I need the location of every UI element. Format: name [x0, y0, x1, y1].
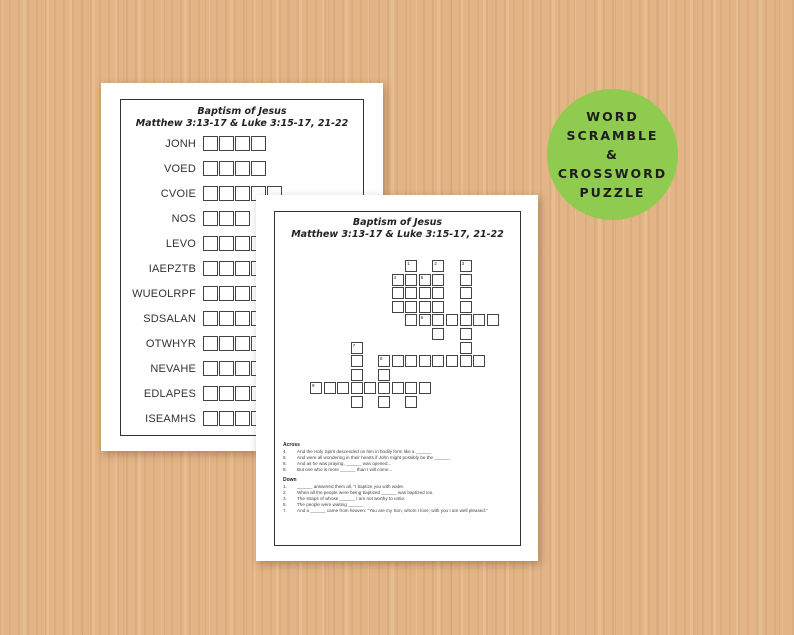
answer-box[interactable] [235, 386, 250, 401]
answer-box[interactable] [219, 361, 234, 376]
crossword-cell[interactable] [351, 355, 363, 367]
crossword-cell[interactable] [432, 301, 444, 313]
crossword-cell[interactable] [419, 382, 431, 394]
crossword-cell[interactable] [405, 382, 417, 394]
clue-down-1: 1. ______ answered them all, "I baptize you with water. [283, 484, 405, 489]
crossword-cell[interactable] [432, 355, 444, 367]
scramble-word: SDSALAN [143, 313, 196, 325]
clue-across-9: 9. But one who is more ______ than I will come... [283, 467, 393, 472]
clue-number: 7 [352, 342, 356, 348]
answer-box[interactable] [235, 361, 250, 376]
crossword-subtitle: Matthew 3:13-17 & Luke 3:15-17, 21-22 [291, 229, 504, 240]
crossword-cell[interactable] [378, 396, 390, 408]
answer-box[interactable] [203, 311, 218, 326]
clue-across-6: 6. And were all wondering in their hearts if John might possibly be the ______ [283, 455, 450, 460]
answer-box[interactable] [219, 236, 234, 251]
clue-number: 8 [380, 356, 383, 362]
answer-box[interactable] [235, 136, 250, 151]
crossword-cell[interactable] [432, 314, 444, 326]
scramble-row [121, 161, 363, 179]
crossword-cell[interactable] [419, 301, 431, 313]
answer-box[interactable] [235, 236, 250, 251]
answer-box[interactable] [235, 261, 250, 276]
crossword-cell[interactable] [419, 274, 431, 286]
answer-box[interactable] [203, 211, 218, 226]
crossword-cell[interactable] [419, 355, 431, 367]
crossword-cell[interactable] [392, 274, 404, 286]
crossword-cell[interactable] [405, 314, 417, 326]
clue-down-2: 2. When all the people were being baptized ______ was baptized too. [283, 490, 434, 495]
clue-across-8: 8. And as he was praying, ______ was opened... [283, 461, 392, 466]
crossword-cell[interactable] [446, 314, 458, 326]
answer-box[interactable] [235, 161, 250, 176]
crossword-cell[interactable] [351, 369, 363, 381]
answer-boxes [203, 161, 266, 176]
answer-box[interactable] [203, 336, 218, 351]
crossword-cell[interactable] [405, 301, 417, 313]
answer-box[interactable] [219, 186, 234, 201]
answer-box[interactable] [235, 211, 250, 226]
badge-line-puzzle: PUZZLE [579, 185, 646, 200]
answer-box[interactable] [219, 311, 234, 326]
answer-box[interactable] [235, 411, 250, 426]
badge-line-ampersand: & [606, 147, 619, 162]
answer-box[interactable] [219, 336, 234, 351]
crossword-cell[interactable] [460, 342, 472, 354]
crossword-title: Baptism of Jesus [352, 217, 443, 228]
crossword-cell[interactable] [351, 396, 363, 408]
crossword-cell[interactable] [460, 274, 472, 286]
answer-box[interactable] [203, 386, 218, 401]
answer-box[interactable] [203, 136, 218, 151]
crossword-cell[interactable] [324, 382, 336, 394]
across-clues [283, 442, 488, 514]
answer-box[interactable] [219, 386, 234, 401]
crossword-cell[interactable] [432, 328, 444, 340]
crossword-cell[interactable] [405, 260, 417, 272]
clue-across-4: 4. And the Holy Spirit descended on him in bodily form like a ______ [283, 449, 432, 454]
clue-number: 6 [420, 315, 424, 321]
answer-boxes [203, 136, 266, 151]
crossword-cell[interactable] [460, 314, 472, 326]
down-header: Down [283, 477, 297, 483]
crossword-cell[interactable] [351, 342, 363, 354]
crossword-cell[interactable] [405, 355, 417, 367]
answer-box[interactable] [203, 411, 218, 426]
crossword-cell[interactable] [460, 260, 472, 272]
clue-down-3: 3. The straps of whose ______ I am not worthy to untie. [283, 496, 406, 501]
crossword-cell[interactable] [392, 355, 404, 367]
answer-box[interactable] [235, 336, 250, 351]
crossword-cell[interactable] [378, 382, 390, 394]
answer-box[interactable] [203, 236, 218, 251]
crossword-cell[interactable] [460, 328, 472, 340]
scramble-word: NOS [171, 213, 196, 225]
crossword-cell[interactable] [310, 382, 322, 394]
crossword-cell[interactable] [419, 314, 431, 326]
scramble-word: JONH [165, 138, 196, 150]
scramble-word: OTWHYR [145, 338, 196, 350]
answer-box[interactable] [219, 211, 234, 226]
crossword-cell[interactable] [405, 274, 417, 286]
scramble-word: WUEOLRPF [132, 288, 196, 300]
answer-box[interactable] [219, 261, 234, 276]
crossword-cell[interactable] [432, 260, 444, 272]
scramble-word: CVOIE [160, 188, 196, 200]
answer-box[interactable] [219, 136, 234, 151]
clue-number: 9 [312, 383, 315, 389]
crossword-cell[interactable] [460, 301, 472, 313]
crossword-cell[interactable] [378, 369, 390, 381]
clue-number: 3 [461, 261, 465, 266]
crossword-cell[interactable] [487, 314, 499, 326]
scramble-title: Baptism of Jesus [197, 106, 287, 117]
scramble-word: IAEPZTB [148, 263, 196, 275]
crossword-cell[interactable] [473, 314, 485, 326]
answer-box[interactable] [203, 361, 218, 376]
scramble-subtitle: Matthew 3:13-17 & Luke 3:15-17, 21-22 [135, 118, 349, 129]
badge-line-crossword: CROSSWORD [557, 166, 668, 181]
answer-box[interactable] [251, 136, 266, 151]
answer-box[interactable] [235, 186, 250, 201]
crossword-border [274, 211, 521, 546]
crossword-cell[interactable] [432, 287, 444, 299]
scramble-word: NEVAHE [150, 363, 196, 375]
scramble-word: LEVO [165, 238, 196, 250]
crossword-cell[interactable] [405, 287, 417, 299]
answer-box[interactable] [203, 261, 218, 276]
crossword-cell[interactable] [378, 355, 390, 367]
badge-line-word: WORD [586, 109, 639, 124]
badge-line-scramble: SCRAMBLE [566, 128, 659, 143]
crossword-cell[interactable] [337, 382, 349, 394]
title-badge [547, 89, 678, 220]
crossword-cell[interactable] [392, 287, 404, 299]
crossword-cell[interactable] [419, 287, 431, 299]
clue-down-5: 5. The people were waiting ______ [283, 502, 364, 507]
clue-number: 1 [407, 261, 410, 266]
crossword-cell[interactable] [460, 355, 472, 367]
answer-box[interactable] [251, 161, 266, 176]
crossword-cell[interactable] [446, 355, 458, 367]
crossword-cell[interactable] [351, 382, 363, 394]
crossword-cell[interactable] [364, 382, 376, 394]
crossword-cell[interactable] [473, 355, 485, 367]
answer-box[interactable] [203, 286, 218, 301]
scramble-word: VOED [164, 163, 196, 175]
scramble-word: ISEAMHS [145, 413, 196, 425]
scramble-word: EDLAPES [143, 388, 196, 400]
answer-box[interactable] [203, 161, 218, 176]
crossword-cell[interactable] [432, 274, 444, 286]
scramble-row [121, 136, 363, 154]
answer-boxes [203, 211, 250, 226]
across-header: Across [283, 442, 300, 448]
answer-box[interactable] [203, 186, 218, 201]
answer-box[interactable] [235, 286, 250, 301]
clue-down-7: 7. And a ______ came from heaven: "You are my Son, whom I love; with you I am well pleased." [283, 508, 488, 513]
clue-number: 5 [420, 274, 424, 280]
crossword-cell[interactable] [392, 382, 404, 394]
clue-number: 4 [393, 274, 397, 280]
answer-box[interactable] [235, 311, 250, 326]
answer-box[interactable] [219, 286, 234, 301]
crossword-cell[interactable] [405, 396, 417, 408]
answer-box[interactable] [219, 161, 234, 176]
crossword-cell[interactable] [392, 301, 404, 313]
clue-number: 2 [434, 261, 437, 266]
crossword-sheet [256, 195, 538, 561]
answer-box[interactable] [219, 411, 234, 426]
crossword-cell[interactable] [460, 287, 472, 299]
